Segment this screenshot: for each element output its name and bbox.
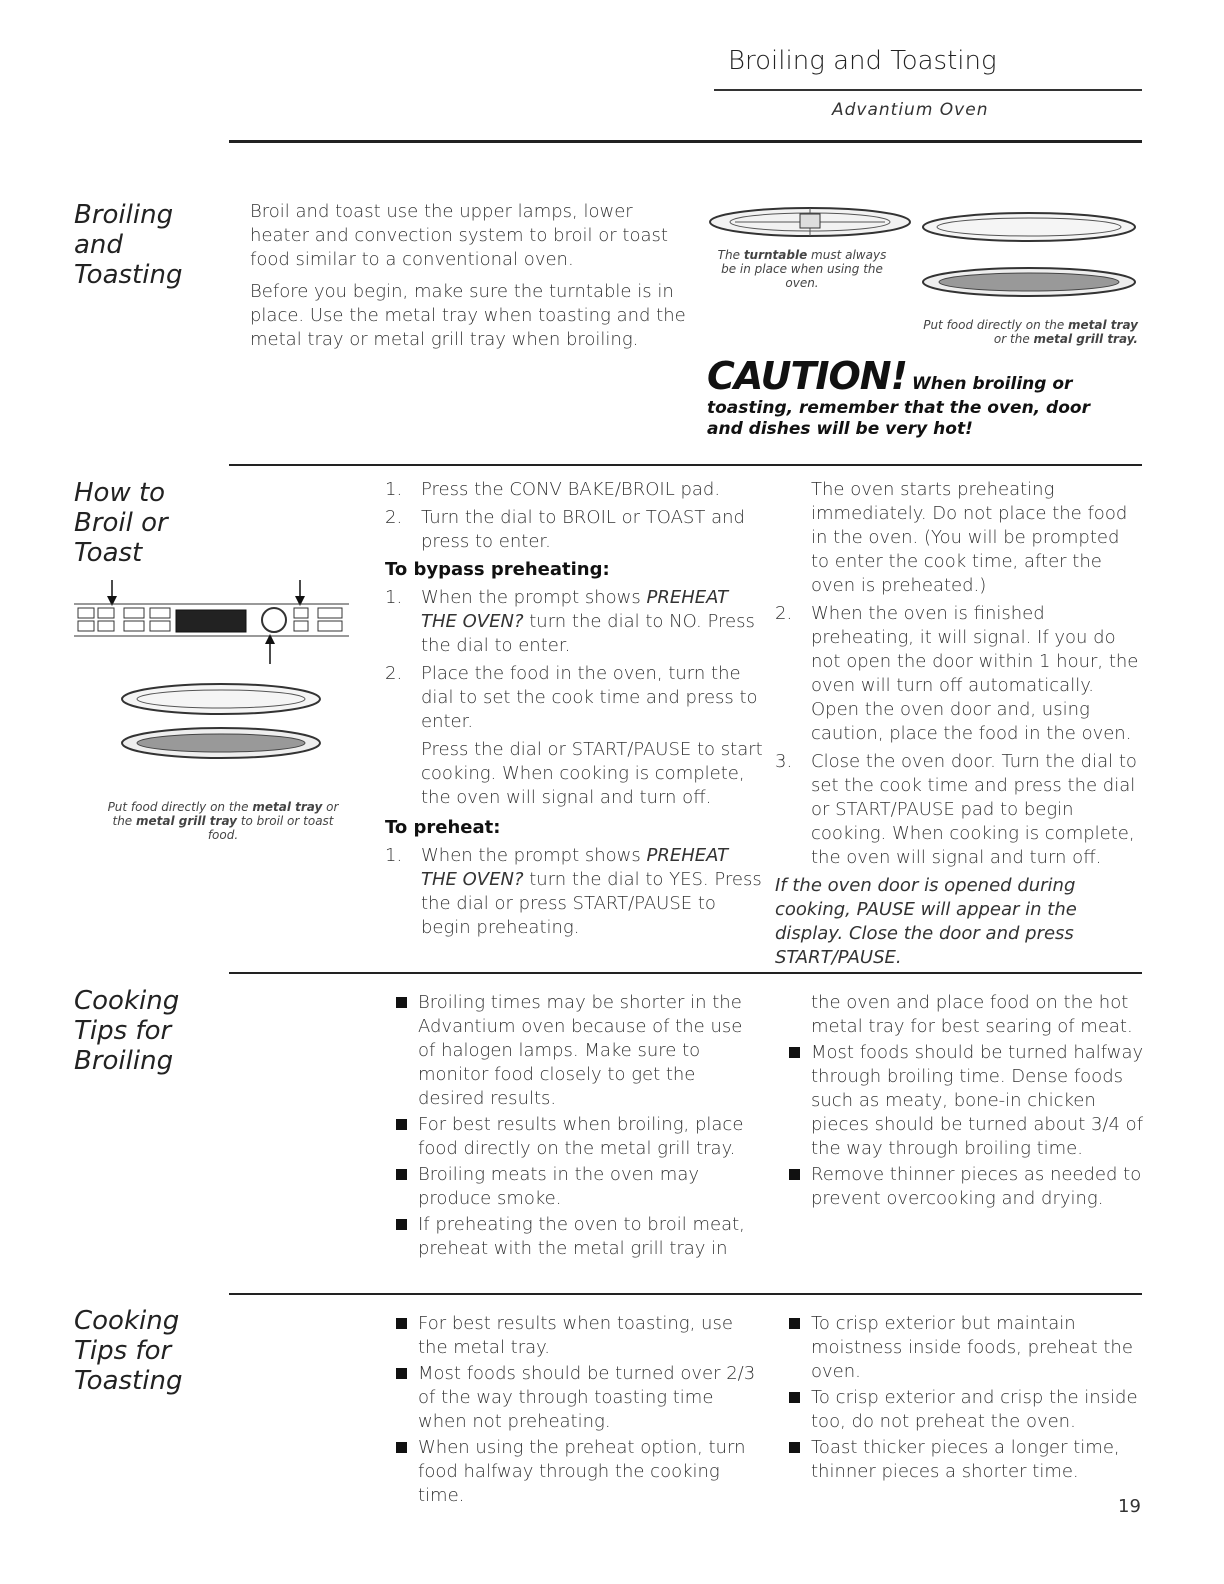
bypass-note: Press the dial or START/PAUSE to start cooking. When cooking is complete, the oven will signal and turn off. — [421, 739, 763, 808]
pause-note: If the oven door is opened during cooking, PAUSE will appear in the display. Close the door and press START/PAUSE. — [775, 875, 1077, 968]
bypass-steps — [385, 586, 763, 734]
how-to-steps-right — [775, 478, 1143, 970]
intro-text — [250, 200, 690, 360]
control-panel-illustration — [74, 580, 349, 665]
trays-caption: Put food directly on the metal tray or the metal grill tray. — [923, 318, 1138, 346]
preheat-intro: The oven starts preheating immediately. Do not place the food in the oven. (You will be prompted to enter the cook time, after the oven is preheated.) — [811, 479, 1128, 596]
section-title-broiling-toasting: Broiling and Toasting — [74, 200, 183, 290]
list-item: For best results when broiling, place food directly on the metal grill tray. — [396, 1113, 756, 1161]
list-item: Most foods should be turned halfway through broiling time. Dense foods such as meaty, bone-in chicken pieces should be turned about 3/4 of the way through broiling time. — [789, 1041, 1145, 1161]
top-divider — [229, 140, 1142, 143]
broiling-tips-right — [789, 991, 1145, 1213]
list-item: Broiling times may be shorter in the Advantium oven because of the use of halogen lamps. Make sure to monitor food closely to get the desired results. — [396, 991, 756, 1111]
metal-tray-illustration — [918, 207, 1140, 247]
how-to-steps-left — [385, 478, 763, 944]
section-title-broiling-tips: Cooking Tips for Broiling — [74, 986, 180, 1076]
page-header-subtitle: Advantium Oven — [832, 100, 989, 120]
metal-grill-tray-illustration — [918, 262, 1140, 302]
toasting-tips-list-left — [396, 1312, 756, 1508]
list-item: For best results when toasting, use the metal tray. — [396, 1312, 756, 1360]
broiling-tips-list-right — [789, 1041, 1145, 1211]
broiling-tip-continuation: the oven and place food on the hot metal tray for best searing of meat. — [811, 992, 1133, 1037]
main-steps — [385, 478, 763, 554]
list-item: Remove thinner pieces as needed to prevent overcooking and drying. — [789, 1163, 1145, 1211]
list-item: Broiling meats in the oven may produce smoke. — [396, 1163, 756, 1211]
list-item: Most foods should be turned over 2/3 of the way through toasting time when not preheating. — [396, 1362, 756, 1434]
intro-paragraph-2: Before you begin, make sure the turntable is in place. Use the metal tray when toasting and the metal tray or metal grill tray when broiling. — [250, 281, 686, 350]
preheat-steps-continued — [775, 602, 1143, 870]
page-header-title: Broiling and Toasting — [728, 46, 997, 76]
caution-word: CAUTION! — [707, 354, 907, 398]
step-item: 2. When the oven is finished preheating, it will signal. If you do not open the door within 1 hour, the oven will turn off automatically. Open the oven door and, using caution, place the food in the oven. — [775, 603, 1139, 744]
toasting-tips-right — [789, 1312, 1145, 1486]
intro-paragraph-1: Broil and toast use the upper lamps, lower heater and convection system to broil or toast food similar to a conventional oven. — [250, 201, 668, 270]
divider-how-to — [229, 464, 1142, 466]
bypass-preheating-heading: To bypass preheating: — [385, 559, 610, 580]
step-item: 3. Close the oven door. Turn the dial to set the cook time and press the dial or START/PAUSE pad to begin cooking. When cooking is complete, the oven will signal and turn off. — [775, 751, 1137, 868]
divider-broiling-tips — [229, 972, 1142, 974]
header-rule — [714, 89, 1142, 91]
preheat-heading: To preheat: — [385, 817, 501, 838]
how-to-tray-caption: Put food directly on the metal tray or the metal grill tray to broil or toast food. — [107, 800, 339, 842]
page-number: 19 — [1118, 1496, 1141, 1517]
list-item: When using the preheat option, turn food halfway through the cooking time. — [396, 1436, 756, 1508]
step-item: 1. When the prompt shows PREHEAT THE OVEN? turn the dial to YES. Press the dial or press START/PAUSE to begin preheating. — [385, 845, 762, 938]
list-item: Toast thicker pieces a longer time, thinner pieces a shorter time. — [789, 1436, 1145, 1484]
metal-tray-illustration-2 — [118, 678, 324, 720]
caution-text: When broiling or toasting, remember that the oven, door and dishes will be very hot! — [707, 374, 1090, 439]
turntable-caption: The turntable must always be in place when using the oven. — [717, 248, 887, 290]
step-item: 1. Press the CONV BAKE/BROIL pad. — [385, 479, 721, 500]
broiling-tips-list-left — [396, 991, 756, 1261]
step-item: 2. Turn the dial to BROIL or TOAST and press to enter. — [385, 507, 745, 552]
metal-grill-tray-illustration-2 — [118, 722, 324, 764]
step-item: 2. Place the food in the oven, turn the dial to set the cook time and press to enter. — [385, 663, 758, 732]
step-item: 1. When the prompt shows PREHEAT THE OVEN? turn the dial to NO. Press the dial to enter. — [385, 587, 755, 656]
turntable-illustration — [705, 200, 915, 246]
toasting-tips-left — [396, 1312, 756, 1510]
list-item: If preheating the oven to broil meat, preheat with the metal grill tray in — [396, 1213, 756, 1261]
list-item: To crisp exterior but maintain moistness inside foods, preheat the oven. — [789, 1312, 1145, 1384]
list-item: To crisp exterior and crisp the inside too, do not preheat the oven. — [789, 1386, 1145, 1434]
section-title-toasting-tips: Cooking Tips for Toasting — [74, 1306, 183, 1396]
section-title-how-to: How to Broil or Toast — [74, 478, 168, 568]
divider-toasting-tips — [229, 1293, 1142, 1295]
caution-notice — [707, 354, 1127, 440]
toasting-tips-list-right — [789, 1312, 1145, 1484]
preheat-steps — [385, 844, 763, 940]
broiling-tips-left — [396, 991, 756, 1263]
